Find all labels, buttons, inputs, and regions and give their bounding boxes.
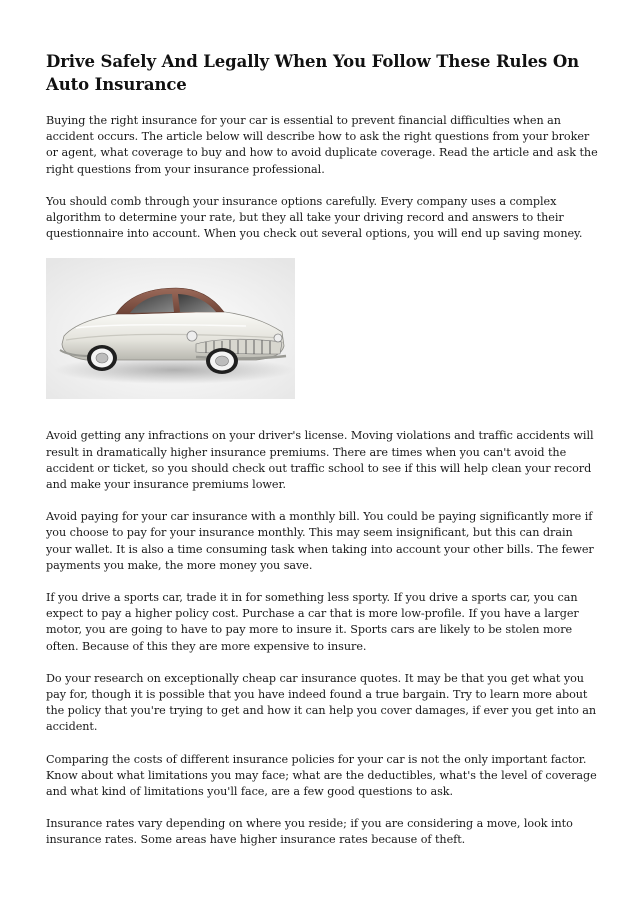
paragraph-2: You should comb through your insurance options carefully. Every company uses a complex algorithm to determine your rate, but they all take your driving record and answers to their questionnaire into account. When you check out several options, you will end up saving money. bbox=[46, 194, 583, 241]
paragraph-6: Do your research on exceptionally cheap car insurance quotes. It may be that you get what you pay for, though it is possible that you have indeed found a true bargain. Try to learn more about the policy that you're trying to get and how it can help you cover damages, if ever you get into an accident. bbox=[46, 671, 597, 734]
paragraph-7: Comparing the costs of different insurance policies for your car is not the only important factor. Know about what limitations you may face; what are the deductibles, what's the level of coverage and what kind of limitations you'll face, are a few good questions to ask. bbox=[46, 752, 597, 799]
document-page bbox=[46, 50, 598, 865]
document-title: Drive Safely And Legally When You Follow These Rules On Auto Insurance bbox=[46, 52, 580, 94]
paragraph-5: If you drive a sports car, trade it in for something less sporty. If you drive a sports car, you can expect to pay a higher policy cost. Purchase a car that is more low-profile. If you have a larger motor, you are going to have to pay more to insure it. Sports cars are likely to be stolen more often. Because of this they are more expensive to insure. bbox=[46, 591, 579, 653]
paragraph-4: Avoid paying for your car insurance with a monthly bill. You could be paying significantly more if you choose to pay for your insurance monthly. This may seem insignificant, but this can drain your wallet. It is also a time consuming task when taking into account your other bills. The fewer payments you make, the more money you save. bbox=[46, 510, 594, 572]
paragraph-1: Buying the right insurance for your car is essential to prevent financial difficulties when an accident occurs. The article below will describe how to ask the right questions from your broker or agent, what coverage to buy and how to avoid duplicate coverage. Read the article and ask the right questions from your insurance professional. bbox=[46, 114, 598, 176]
vintage-car-photo-icon bbox=[46, 258, 295, 399]
paragraph-3: Avoid getting any infractions on your driver's license. Moving violations and traffic accidents will result in dramatically higher insurance premiums. There are times when you can't avoid the accident or ticket, so you should check out traffic school to see if this will help clean your record and make your insurance premiums lower. bbox=[46, 429, 594, 492]
paragraph-8: Insurance rates vary depending on where you reside; if you are considering a move, look into insurance rates. Some areas have higher insurance rates because of theft. bbox=[46, 817, 573, 847]
vintage-car-photo bbox=[46, 258, 295, 399]
